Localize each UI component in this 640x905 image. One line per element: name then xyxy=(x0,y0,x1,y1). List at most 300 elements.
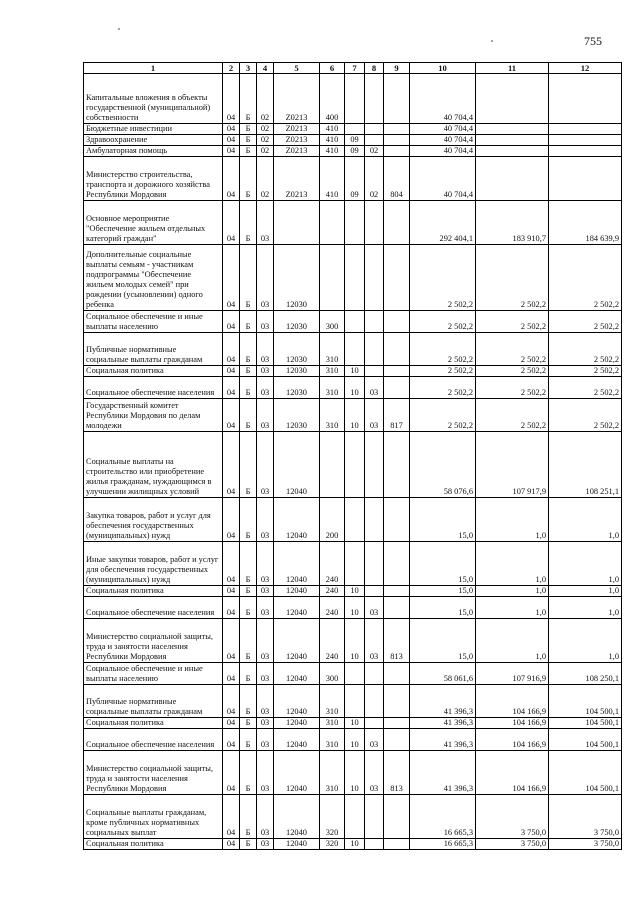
target-code-cell: Z0213 xyxy=(274,146,320,157)
code-cell: 04 xyxy=(223,839,240,850)
subsection-cell xyxy=(365,333,384,366)
target-code-cell: 12040 xyxy=(274,795,320,839)
code-cell: 04 xyxy=(223,399,240,432)
expense-type-cell: 410 xyxy=(320,146,345,157)
column-header: 11 xyxy=(476,63,549,74)
row-name-cell: Публичные нормативные социальные выплаты гражданам xyxy=(84,333,223,366)
code-cell: Б xyxy=(240,795,257,839)
amount-2021-cell: 2 502,2 xyxy=(410,245,476,311)
amount-2022-cell: 104 166,9 xyxy=(476,729,549,751)
amount-2023-cell: 108 251,1 xyxy=(549,432,622,498)
code-cell: 03 xyxy=(257,718,274,729)
code-cell: Б xyxy=(240,586,257,597)
expense-type-cell: 310 xyxy=(320,751,345,795)
amount-2022-cell: 104 166,9 xyxy=(476,685,549,718)
code-cell: 03 xyxy=(257,333,274,366)
target-code-cell: 12040 xyxy=(274,619,320,663)
amount-2022-cell: 104 166,9 xyxy=(476,718,549,729)
subsection-cell xyxy=(365,135,384,146)
amount-2023-cell: 1,0 xyxy=(549,597,622,619)
table-row xyxy=(84,245,622,311)
row-name-cell: Амбулаторная помощь xyxy=(84,146,223,157)
code-cell: 02 xyxy=(257,74,274,124)
code-cell: Б xyxy=(240,124,257,135)
code-cell: 04 xyxy=(223,135,240,146)
target-code-cell: 12040 xyxy=(274,663,320,685)
target-code-cell: 12040 xyxy=(274,498,320,542)
section-cell: 09 xyxy=(345,146,365,157)
subsection-cell xyxy=(365,839,384,850)
row-name-cell: Иные закупки товаров, работ и услуг для обеспечения государственных (муниципальных) нужд xyxy=(84,542,223,586)
scan-speck xyxy=(118,28,120,30)
ministry-code-cell: 804 xyxy=(384,157,410,201)
ministry-code-cell: 817 xyxy=(384,399,410,432)
section-cell xyxy=(345,124,365,135)
amount-2022-cell: 1,0 xyxy=(476,619,549,663)
code-cell: Б xyxy=(240,74,257,124)
row-name-cell: Основное мероприятие "Обеспечение жильем отдельных категорий граждан" xyxy=(84,201,223,245)
section-cell xyxy=(345,333,365,366)
expense-type-cell: 300 xyxy=(320,663,345,685)
table-row xyxy=(84,718,622,729)
amount-2022-cell: 2 502,2 xyxy=(476,399,549,432)
subsection-cell xyxy=(365,795,384,839)
ministry-code-cell xyxy=(384,135,410,146)
amount-2022-cell: 1,0 xyxy=(476,498,549,542)
section-cell xyxy=(345,432,365,498)
ministry-code-cell xyxy=(384,124,410,135)
amount-2021-cell: 15,0 xyxy=(410,542,476,586)
ministry-code-cell xyxy=(384,498,410,542)
target-code-cell xyxy=(274,201,320,245)
row-name-cell: Дополнительные социальные выплаты семьям - участникам подпрограммы "Обеспечение жильем молодых семей" при рождении (усыновлении) одного ребенка xyxy=(84,245,223,311)
section-cell: 10 xyxy=(345,839,365,850)
ministry-code-cell xyxy=(384,795,410,839)
ministry-code-cell xyxy=(384,586,410,597)
amount-2022-cell xyxy=(476,157,549,201)
table-header-row xyxy=(84,63,622,74)
ministry-code-cell xyxy=(384,311,410,333)
amount-2023-cell: 2 502,2 xyxy=(549,333,622,366)
row-name-cell: Социальные выплаты гражданам, кроме публичных нормативных социальных выплат xyxy=(84,795,223,839)
target-code-cell: Z0213 xyxy=(274,74,320,124)
amount-2021-cell: 292 404,1 xyxy=(410,201,476,245)
ministry-code-cell xyxy=(384,718,410,729)
row-name-cell: Социальное обеспечение и иные выплаты населению xyxy=(84,663,223,685)
amount-2022-cell: 2 502,2 xyxy=(476,377,549,399)
amount-2021-cell: 58 076,6 xyxy=(410,432,476,498)
row-name-cell: Министерство строительства, транспорта и дорожного хозяйства Республики Мордовия xyxy=(84,157,223,201)
target-code-cell: 12030 xyxy=(274,399,320,432)
subsection-cell xyxy=(365,124,384,135)
code-cell: 02 xyxy=(257,157,274,201)
amount-2022-cell: 2 502,2 xyxy=(476,311,549,333)
code-cell: 03 xyxy=(257,751,274,795)
ministry-code-cell xyxy=(384,366,410,377)
subsection-cell xyxy=(365,663,384,685)
subsection-cell xyxy=(365,586,384,597)
table-row xyxy=(84,135,622,146)
column-header: 3 xyxy=(240,63,257,74)
row-name-cell: Социальное обеспечение населения xyxy=(84,729,223,751)
table-row xyxy=(84,74,622,124)
section-cell xyxy=(345,245,365,311)
code-cell: 04 xyxy=(223,542,240,586)
table-row xyxy=(84,201,622,245)
expense-type-cell: 310 xyxy=(320,366,345,377)
table-row xyxy=(84,619,622,663)
code-cell: 04 xyxy=(223,74,240,124)
code-cell: 03 xyxy=(257,245,274,311)
amount-2022-cell: 2 502,2 xyxy=(476,333,549,366)
ministry-code-cell xyxy=(384,432,410,498)
expense-type-cell: 410 xyxy=(320,124,345,135)
amount-2023-cell: 2 502,2 xyxy=(549,366,622,377)
amount-2022-cell: 1,0 xyxy=(476,597,549,619)
table-row xyxy=(84,795,622,839)
subsection-cell xyxy=(365,542,384,586)
page-number: 755 xyxy=(584,34,602,48)
code-cell: 02 xyxy=(257,135,274,146)
amount-2021-cell: 2 502,2 xyxy=(410,399,476,432)
code-cell: 04 xyxy=(223,201,240,245)
code-cell: Б xyxy=(240,718,257,729)
section-cell: 10 xyxy=(345,366,365,377)
target-code-cell: Z0213 xyxy=(274,124,320,135)
code-cell: 03 xyxy=(257,685,274,718)
amount-2021-cell: 15,0 xyxy=(410,619,476,663)
row-name-cell: Социальное обеспечение населения xyxy=(84,377,223,399)
amount-2022-cell: 2 502,2 xyxy=(476,245,549,311)
amount-2023-cell xyxy=(549,74,622,124)
section-cell: 10 xyxy=(345,586,365,597)
expense-type-cell: 320 xyxy=(320,839,345,850)
section-cell: 10 xyxy=(345,619,365,663)
amount-2023-cell: 108 250,1 xyxy=(549,663,622,685)
code-cell: Б xyxy=(240,751,257,795)
ministry-code-cell xyxy=(384,146,410,157)
table-row xyxy=(84,333,622,366)
code-cell: 04 xyxy=(223,245,240,311)
subsection-cell xyxy=(365,685,384,718)
row-name-cell: Социальная политика xyxy=(84,839,223,850)
target-code-cell: 12030 xyxy=(274,377,320,399)
section-cell xyxy=(345,685,365,718)
amount-2022-cell xyxy=(476,124,549,135)
amount-2023-cell: 1,0 xyxy=(549,619,622,663)
code-cell: 04 xyxy=(223,586,240,597)
section-cell: 10 xyxy=(345,718,365,729)
ministry-code-cell xyxy=(384,663,410,685)
ministry-code-cell: 813 xyxy=(384,619,410,663)
amount-2022-cell xyxy=(476,146,549,157)
target-code-cell: 12040 xyxy=(274,432,320,498)
code-cell: Б xyxy=(240,839,257,850)
code-cell: 03 xyxy=(257,839,274,850)
amount-2021-cell: 58 061,6 xyxy=(410,663,476,685)
code-cell: Б xyxy=(240,498,257,542)
amount-2023-cell: 2 502,2 xyxy=(549,245,622,311)
amount-2021-cell: 2 502,2 xyxy=(410,377,476,399)
code-cell: 03 xyxy=(257,729,274,751)
amount-2021-cell: 41 396,3 xyxy=(410,751,476,795)
amount-2023-cell: 3 750,0 xyxy=(549,839,622,850)
subsection-cell: 03 xyxy=(365,377,384,399)
code-cell: 03 xyxy=(257,311,274,333)
ministry-code-cell xyxy=(384,245,410,311)
code-cell: 04 xyxy=(223,795,240,839)
code-cell: Б xyxy=(240,619,257,663)
code-cell: 03 xyxy=(257,597,274,619)
amount-2023-cell: 2 502,2 xyxy=(549,399,622,432)
code-cell: Б xyxy=(240,366,257,377)
amount-2021-cell: 41 396,3 xyxy=(410,718,476,729)
table-row xyxy=(84,157,622,201)
code-cell: 03 xyxy=(257,399,274,432)
section-cell xyxy=(345,498,365,542)
expense-type-cell: 320 xyxy=(320,795,345,839)
code-cell: 03 xyxy=(257,619,274,663)
code-cell: 04 xyxy=(223,619,240,663)
row-name-cell: Бюджетные инвестиции xyxy=(84,124,223,135)
section-cell: 10 xyxy=(345,377,365,399)
expense-type-cell: 300 xyxy=(320,311,345,333)
target-code-cell: 12040 xyxy=(274,586,320,597)
ministry-code-cell xyxy=(384,333,410,366)
amount-2021-cell: 2 502,2 xyxy=(410,366,476,377)
target-code-cell: 12040 xyxy=(274,597,320,619)
amount-2023-cell: 2 502,2 xyxy=(549,377,622,399)
amount-2021-cell: 2 502,2 xyxy=(410,333,476,366)
code-cell: 03 xyxy=(257,377,274,399)
row-name-cell: Закупка товаров, работ и услуг для обеспечения государственных (муниципальных) нужд xyxy=(84,498,223,542)
subsection-cell xyxy=(365,201,384,245)
code-cell: 04 xyxy=(223,729,240,751)
table-row xyxy=(84,366,622,377)
amount-2023-cell: 104 500,1 xyxy=(549,751,622,795)
amount-2023-cell xyxy=(549,146,622,157)
expense-type-cell: 410 xyxy=(320,135,345,146)
amount-2021-cell: 40 704,4 xyxy=(410,124,476,135)
table-row xyxy=(84,498,622,542)
section-cell xyxy=(345,201,365,245)
table-row xyxy=(84,124,622,135)
amount-2022-cell: 3 750,0 xyxy=(476,795,549,839)
row-name-cell: Государственный комитет Республики Мордовия по делам молодежи xyxy=(84,399,223,432)
expense-type-cell: 410 xyxy=(320,157,345,201)
code-cell: 03 xyxy=(257,432,274,498)
subsection-cell xyxy=(365,311,384,333)
amount-2023-cell xyxy=(549,157,622,201)
target-code-cell: Z0213 xyxy=(274,135,320,146)
code-cell: 03 xyxy=(257,201,274,245)
row-name-cell: Социальная политика xyxy=(84,366,223,377)
subsection-cell xyxy=(365,245,384,311)
code-cell: 03 xyxy=(257,586,274,597)
amount-2023-cell: 2 502,2 xyxy=(549,311,622,333)
amount-2021-cell: 40 704,4 xyxy=(410,135,476,146)
code-cell: Б xyxy=(240,135,257,146)
subsection-cell xyxy=(365,718,384,729)
expense-type-cell: 240 xyxy=(320,542,345,586)
amount-2021-cell: 15,0 xyxy=(410,597,476,619)
section-cell xyxy=(345,795,365,839)
section-cell: 09 xyxy=(345,135,365,146)
amount-2023-cell: 104 500,1 xyxy=(549,718,622,729)
amount-2022-cell: 2 502,2 xyxy=(476,366,549,377)
amount-2021-cell: 16 665,3 xyxy=(410,839,476,850)
amount-2021-cell: 40 704,4 xyxy=(410,74,476,124)
amount-2021-cell: 2 502,2 xyxy=(410,311,476,333)
table-row xyxy=(84,399,622,432)
section-cell xyxy=(345,663,365,685)
code-cell: Б xyxy=(240,311,257,333)
amount-2023-cell xyxy=(549,124,622,135)
table-row xyxy=(84,663,622,685)
code-cell: Б xyxy=(240,663,257,685)
subsection-cell: 02 xyxy=(365,157,384,201)
amount-2023-cell: 1,0 xyxy=(549,586,622,597)
code-cell: 03 xyxy=(257,498,274,542)
amount-2022-cell: 107 917,9 xyxy=(476,432,549,498)
row-name-cell: Социальная политика xyxy=(84,718,223,729)
section-cell xyxy=(345,311,365,333)
section-cell: 10 xyxy=(345,729,365,751)
amount-2022-cell: 3 750,0 xyxy=(476,839,549,850)
target-code-cell: 12040 xyxy=(274,751,320,795)
code-cell: 04 xyxy=(223,311,240,333)
amount-2023-cell: 104 500,1 xyxy=(549,685,622,718)
row-name-cell: Публичные нормативные социальные выплаты гражданам xyxy=(84,685,223,718)
row-name-cell: Социальная политика xyxy=(84,586,223,597)
subsection-cell xyxy=(365,366,384,377)
amount-2022-cell xyxy=(476,74,549,124)
code-cell: 04 xyxy=(223,124,240,135)
code-cell: 04 xyxy=(223,146,240,157)
column-header: 5 xyxy=(274,63,320,74)
ministry-code-cell xyxy=(384,729,410,751)
column-header: 10 xyxy=(410,63,476,74)
amount-2022-cell: 1,0 xyxy=(476,542,549,586)
amount-2022-cell xyxy=(476,135,549,146)
subsection-cell: 02 xyxy=(365,146,384,157)
code-cell: 04 xyxy=(223,432,240,498)
code-cell: 04 xyxy=(223,157,240,201)
expense-type-cell: 240 xyxy=(320,619,345,663)
amount-2023-cell: 184 639,9 xyxy=(549,201,622,245)
table-row xyxy=(84,311,622,333)
subsection-cell: 03 xyxy=(365,729,384,751)
amount-2023-cell: 3 750,0 xyxy=(549,795,622,839)
code-cell: 04 xyxy=(223,718,240,729)
code-cell: Б xyxy=(240,685,257,718)
row-name-cell: Здравоохранение xyxy=(84,135,223,146)
code-cell: 04 xyxy=(223,685,240,718)
expense-type-cell: 310 xyxy=(320,333,345,366)
section-cell: 09 xyxy=(345,157,365,201)
code-cell: Б xyxy=(240,432,257,498)
expense-type-cell: 240 xyxy=(320,597,345,619)
expense-type-cell: 310 xyxy=(320,718,345,729)
amount-2021-cell: 40 704,4 xyxy=(410,146,476,157)
expense-type-cell xyxy=(320,245,345,311)
amount-2021-cell: 40 704,4 xyxy=(410,157,476,201)
amount-2021-cell: 16 665,3 xyxy=(410,795,476,839)
subsection-cell xyxy=(365,432,384,498)
amount-2022-cell: 183 910,7 xyxy=(476,201,549,245)
expense-type-cell: 200 xyxy=(320,498,345,542)
expense-type-cell: 310 xyxy=(320,685,345,718)
target-code-cell: 12040 xyxy=(274,685,320,718)
table-row xyxy=(84,729,622,751)
expense-type-cell: 240 xyxy=(320,586,345,597)
amount-2021-cell: 15,0 xyxy=(410,498,476,542)
section-cell xyxy=(345,542,365,586)
code-cell: Б xyxy=(240,201,257,245)
target-code-cell: 12040 xyxy=(274,839,320,850)
amount-2023-cell: 1,0 xyxy=(549,542,622,586)
table-row xyxy=(84,377,622,399)
code-cell: 04 xyxy=(223,498,240,542)
subsection-cell: 03 xyxy=(365,399,384,432)
code-cell: Б xyxy=(240,146,257,157)
amount-2022-cell: 104 166,9 xyxy=(476,751,549,795)
table-row xyxy=(84,751,622,795)
code-cell: Б xyxy=(240,157,257,201)
code-cell: 04 xyxy=(223,597,240,619)
row-name-cell: Социальное обеспечение и иные выплаты населению xyxy=(84,311,223,333)
subsection-cell xyxy=(365,74,384,124)
column-header: 6 xyxy=(320,63,345,74)
subsection-cell xyxy=(365,498,384,542)
column-header: 9 xyxy=(384,63,410,74)
subsection-cell: 03 xyxy=(365,751,384,795)
amount-2022-cell: 107 916,9 xyxy=(476,663,549,685)
code-cell: 04 xyxy=(223,377,240,399)
code-cell: Б xyxy=(240,542,257,586)
code-cell: Б xyxy=(240,399,257,432)
table-row xyxy=(84,839,622,850)
code-cell: 02 xyxy=(257,124,274,135)
code-cell: Б xyxy=(240,245,257,311)
ministry-code-cell xyxy=(384,201,410,245)
subsection-cell: 03 xyxy=(365,619,384,663)
column-header: 2 xyxy=(223,63,240,74)
budget-table xyxy=(83,62,622,850)
code-cell: 03 xyxy=(257,366,274,377)
target-code-cell: 12040 xyxy=(274,718,320,729)
column-header: 7 xyxy=(345,63,365,74)
expense-type-cell: 310 xyxy=(320,729,345,751)
code-cell: 03 xyxy=(257,663,274,685)
ministry-code-cell xyxy=(384,685,410,718)
section-cell xyxy=(345,74,365,124)
code-cell: Б xyxy=(240,377,257,399)
ministry-code-cell xyxy=(384,377,410,399)
code-cell: Б xyxy=(240,729,257,751)
table-row xyxy=(84,586,622,597)
ministry-code-cell: 813 xyxy=(384,751,410,795)
table-row xyxy=(84,597,622,619)
code-cell: 04 xyxy=(223,663,240,685)
ministry-code-cell xyxy=(384,839,410,850)
target-code-cell: 12030 xyxy=(274,333,320,366)
column-header: 12 xyxy=(549,63,622,74)
expense-type-cell: 310 xyxy=(320,377,345,399)
target-code-cell: 12040 xyxy=(274,542,320,586)
section-cell: 10 xyxy=(345,751,365,795)
amount-2021-cell: 41 396,3 xyxy=(410,685,476,718)
